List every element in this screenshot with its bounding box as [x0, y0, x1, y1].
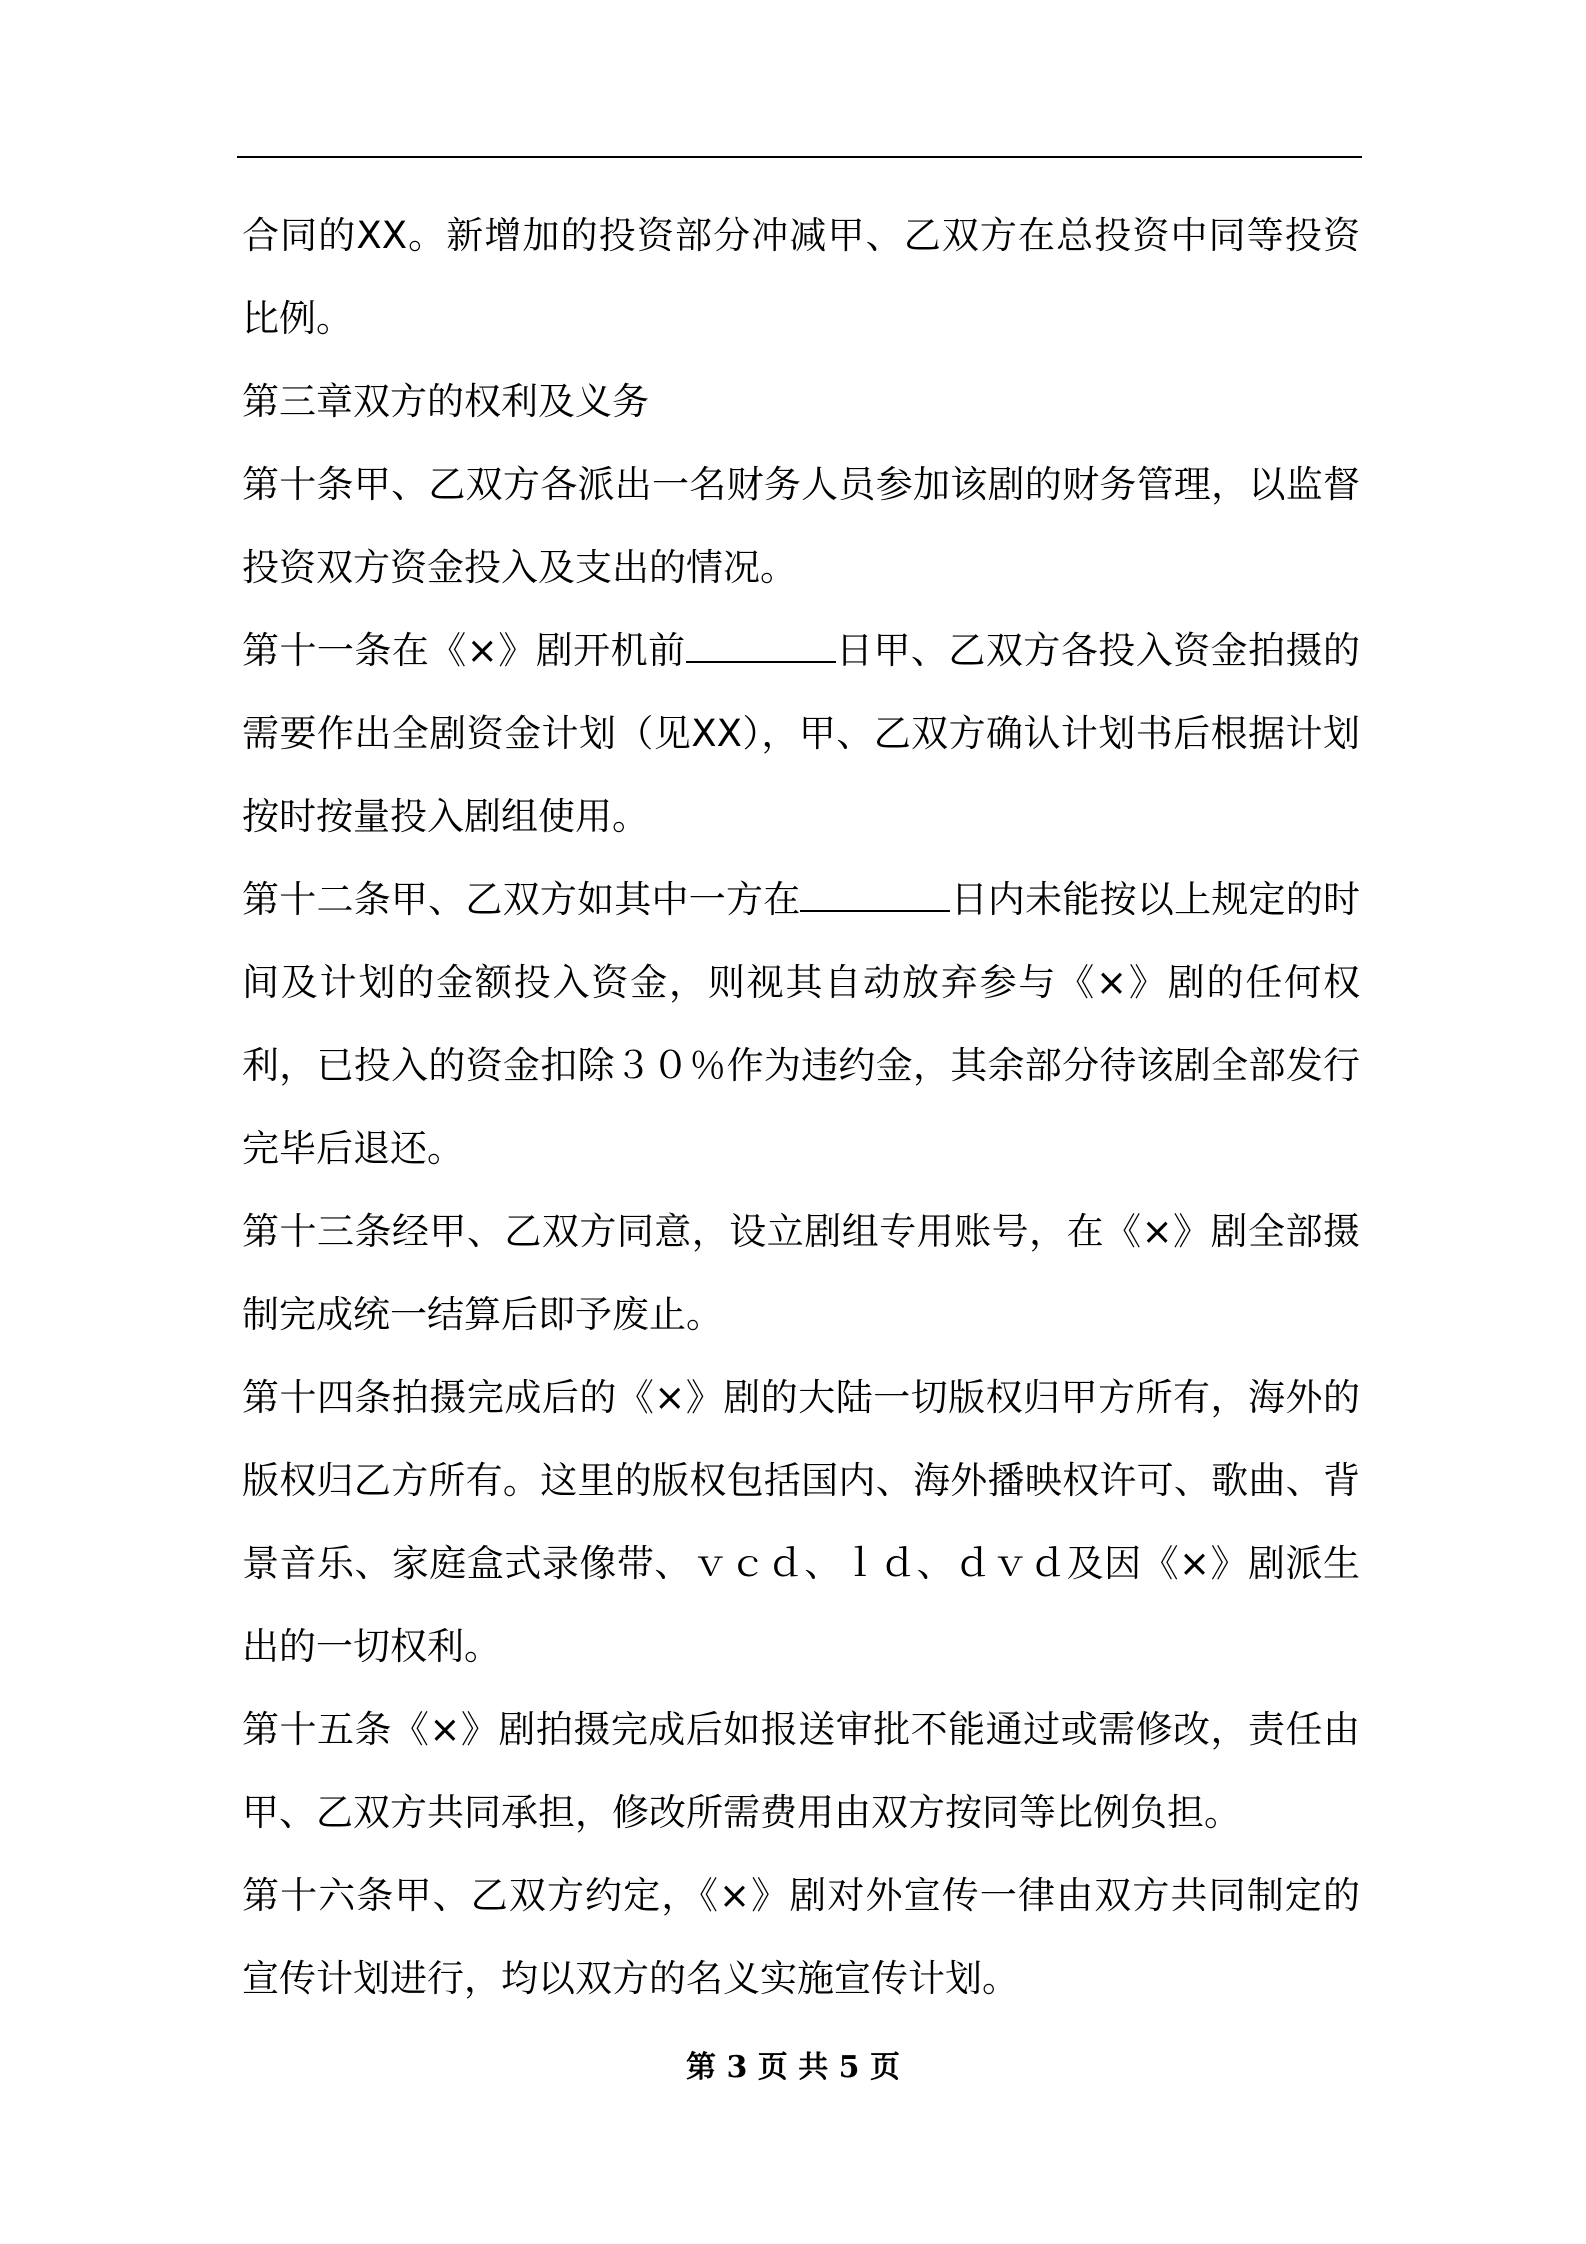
article-16: 第十六条甲、乙双方约定，《×》剧对外宣传一律由双方共同制定的宣传计划进行，均以双方的名义实施宣传计划。: [242, 1874, 1360, 2000]
article-11: [242, 609, 1360, 858]
fill-in-blank: [800, 909, 950, 912]
article-15: 第十五条《×》剧拍摄完成后如报送审批不能通过或需修改，责任由甲、乙双方共同承担，修改所需费用由双方按同等比例负担。: [242, 1708, 1360, 1834]
page-number-footer: 第 3 页 共 5 页: [686, 2050, 900, 2085]
article-11-start: 第十一条在《×》剧开机前: [242, 629, 686, 672]
paragraph-continuation: 合同的XX。新增加的投资部分冲减甲、乙双方在总投资中同等投资比例。: [242, 214, 1360, 340]
article-13: 第十三条经甲、乙双方同意，设立剧组专用账号，在《×》剧全部摄制完成统一结算后即予废止。: [242, 1210, 1360, 1336]
article-12: [242, 858, 1360, 1190]
article-10: 第十条甲、乙双方各派出一名财务人员参加该剧的财务管理，以监督投资双方资金投入及支出的情况。: [242, 463, 1360, 589]
article-11-end: 日甲、乙双方各投入资金拍摄的需要作出全剧资金计划（见XX），甲、乙双方确认计划书后根据计划按时按量投入剧组使用。: [242, 629, 1360, 838]
header-rule: [237, 156, 1362, 158]
document-body: [242, 194, 1360, 2020]
article-12-start: 第十二条甲、乙双方如其中一方在: [242, 878, 801, 921]
article-14: 第十四条拍摄完成后的《×》剧的大陆一切版权归甲方所有，海外的版权归乙方所有。这里的版权包括国内、海外播映权许可、歌曲、背景音乐、家庭盒式录像带、ｖｃｄ、ｌｄ、ｄｖｄ及因《×》剧派生出的一切权利。: [242, 1376, 1360, 1668]
chapter-heading: 第三章双方的权利及义务: [242, 380, 649, 423]
fill-in-blank: [686, 660, 836, 663]
article-12-end: 日内未能按以上规定的时间及计划的金额投入资金，则视其自动放弃参与《×》剧的任何权利，已投入的资金扣除３０％作为违约金，其余部分待该剧全部发行完毕后退还。: [242, 878, 1361, 1170]
